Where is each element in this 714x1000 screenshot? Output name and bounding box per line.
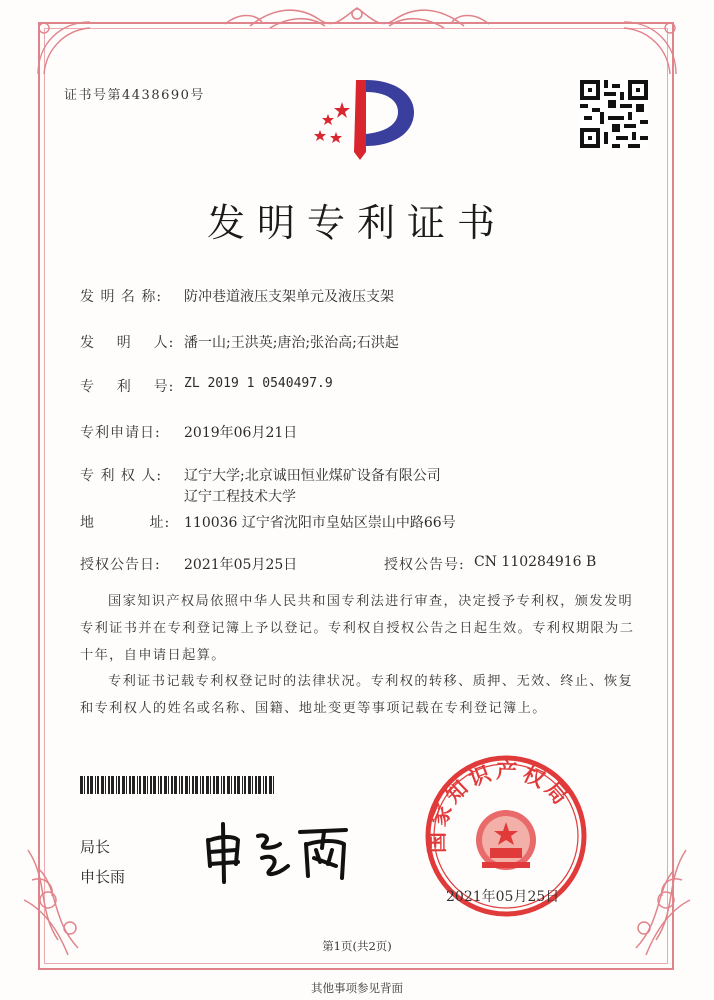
grant-date: 2021年05月25日 — [184, 557, 298, 573]
certificate-number: 证书号第4438690号 — [64, 88, 205, 103]
grant-number: CN 110284916 B — [474, 554, 597, 570]
patent-number-label: 专 利 号: — [80, 379, 175, 395]
inventors: 潘一山;王洪英;唐治;张治高;石洪起 — [184, 335, 399, 351]
barcode-icon — [80, 776, 276, 794]
svg-text:国家知识产权局: 国家知识产权局 — [424, 758, 576, 854]
grant-statement-paragraph: 国家知识产权局依照中华人民共和国专利法进行审查，决定授予专利权，颁发发明专利证书并在专利登记簿上予以登记。专利权自授权公告之日起生效。专利权期限为二十年，自申请日起算。 — [80, 594, 635, 663]
address-label: 地 址: — [80, 515, 171, 531]
corner-ornament-top-right — [614, 14, 684, 84]
patentee-line-2: 辽宁工程技术大学 — [184, 489, 296, 505]
director-name: 申长雨 — [80, 868, 126, 886]
director-signature — [196, 818, 366, 888]
patent-number: ZL 2019 1 0540497.9 — [184, 376, 333, 391]
director-title: 局长 — [80, 838, 111, 856]
application-date: 2019年06月21日 — [184, 425, 298, 441]
patentee-label: 专 利 权 人: — [80, 468, 163, 484]
invention-name: 防冲巷道液压支架单元及液压支架 — [184, 289, 394, 305]
page-indicator: 第1页(共2页) — [322, 939, 392, 953]
footer-note: 其他事项参见背面 — [311, 981, 403, 995]
invention-name-label: 发 明 名 称: — [80, 289, 163, 305]
qr-code-icon — [580, 80, 648, 148]
patent-office-logo-icon — [302, 72, 420, 168]
inventors-label: 发 明 人: — [80, 335, 175, 351]
top-ornament — [0, 0, 714, 40]
grant-date-label: 授权公告日: — [80, 557, 161, 573]
grant-number-label: 授权公告号: — [384, 557, 465, 573]
corner-ornament-top-left — [30, 14, 100, 84]
address: 110036 辽宁省沈阳市皇姑区崇山中路66号 — [184, 515, 456, 531]
legal-status-paragraph: 专利证书记载专利权登记时的法律状况。专利权的转移、质押、无效、终止、恢复和专利权人的姓名或名称、国籍、地址变更等事项记载在专利登记簿上。 — [80, 674, 634, 716]
application-date-label: 专利申请日: — [80, 425, 161, 441]
patentee-line-1: 辽宁大学;北京诚田恒业煤矿设备有限公司 — [184, 468, 441, 484]
seal-date: 2021年05月25日 — [446, 889, 560, 905]
certificate-title: 发明专利证书 — [206, 201, 507, 245]
